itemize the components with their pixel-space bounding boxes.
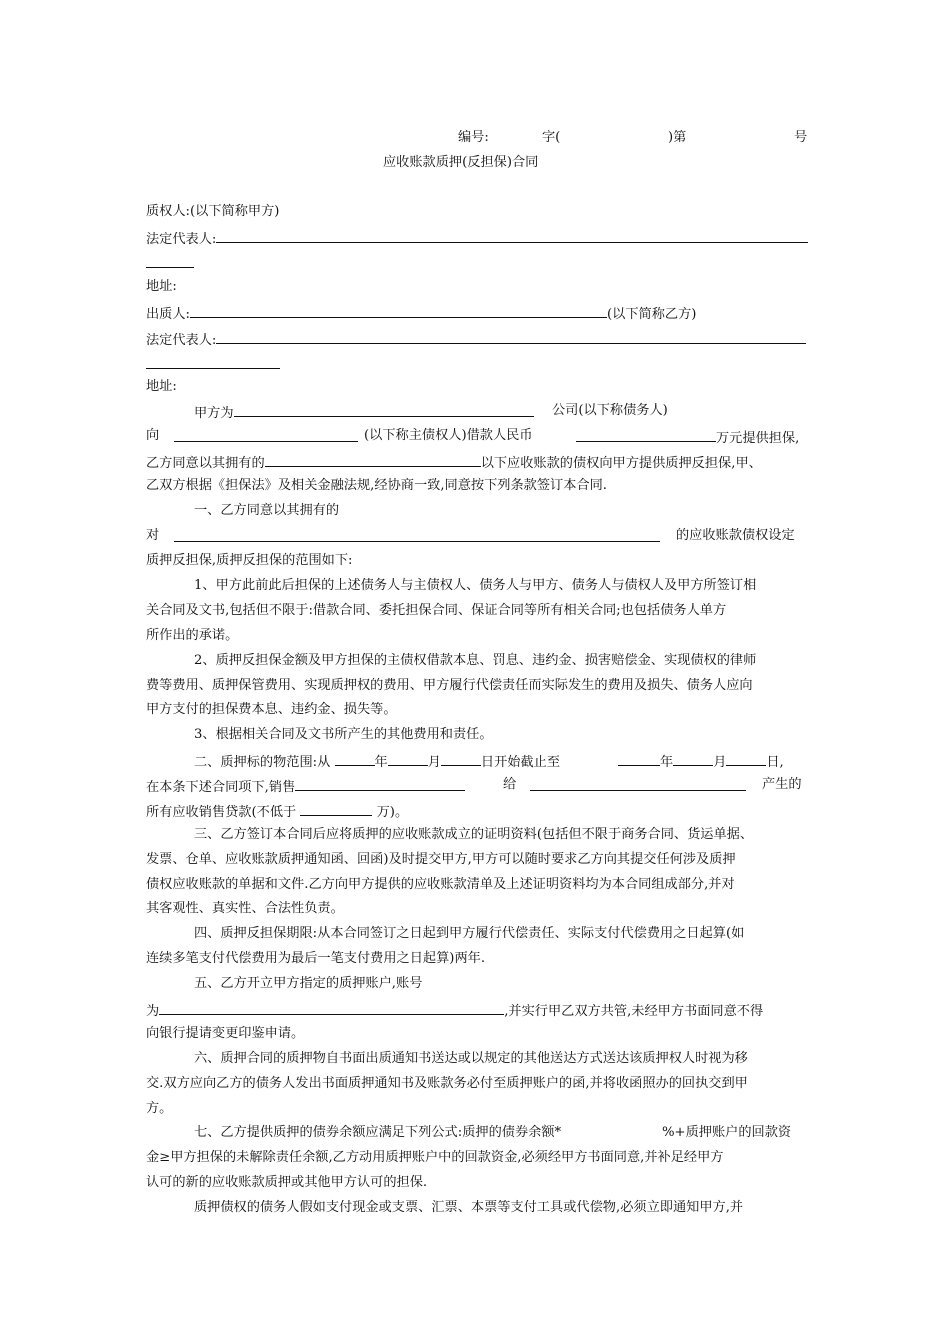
item2-line2: 费等费用、质押保管费用、实现质押权的费用、甲方履行代偿责任而实际发生的费用及损失、债务人应向 xyxy=(146,678,753,693)
sec4-line1: 四、质押反担保期限:从本合同签订之日起到甲方履行代偿责任、实际支付代偿费用之日起算(如 xyxy=(194,926,745,941)
item3: 3、根据相关合同及文书所产生的其他费用和责任。 xyxy=(194,727,493,742)
blank xyxy=(388,752,428,766)
sec3-line4: 其客观性、真实性、合法性负责。 xyxy=(146,901,344,916)
blank xyxy=(265,453,481,467)
blank xyxy=(174,528,660,542)
item1-line2: 关合同及文书,包括但不限于:借款合同、委托担保合同、保证合同等所有相关合同;也包括债务人单方 xyxy=(146,603,727,618)
text: 给 xyxy=(503,777,517,792)
legal-rep-line-1 xyxy=(146,229,808,248)
blank xyxy=(174,428,358,442)
text: 产生的 xyxy=(762,777,802,792)
text: 万)。 xyxy=(376,805,409,820)
text: 对 xyxy=(146,528,160,543)
blank xyxy=(576,428,716,442)
contract-hao-label: 号 xyxy=(794,130,808,145)
para1-line1 xyxy=(194,403,534,422)
text: 为 xyxy=(146,1004,160,1019)
address-line-2: 地址: xyxy=(146,379,177,394)
text: ,并实行甲乙双方共管,未经甲方书面同意不得 xyxy=(504,1004,764,1019)
blank xyxy=(300,802,372,816)
legal-rep-blank xyxy=(216,330,806,344)
sec4-line2: 连续多笔支付代偿费用为最后一笔支付费用之日起算)两年. xyxy=(146,951,486,966)
text: 在本条下述合同项下,销售 xyxy=(146,780,296,795)
legal-rep-blank xyxy=(216,229,808,243)
sec8-line1: 质押债权的债务人假如支付现金或支票、汇票、本票等支付工具或代偿物,必须立即通知甲方,并 xyxy=(194,1200,744,1215)
sec6-line3: 方。 xyxy=(146,1101,173,1116)
sec2-line1-end xyxy=(618,752,784,771)
sec7-line1b: %+质押账户的回款资 xyxy=(662,1125,792,1140)
blank xyxy=(618,752,660,766)
sec6-line1: 六、质押合同的质押物自书面出质通知书送达或以规定的其他送达方式送达该质押权人时视为移 xyxy=(194,1051,748,1066)
text: 以下应收账款的债权向甲方提供质押反担保,甲、 xyxy=(480,456,762,471)
para1-line3 xyxy=(146,453,762,472)
text: 向 xyxy=(146,428,160,443)
blank xyxy=(335,752,375,766)
page-title: 应收账款质押(反担保)合同 xyxy=(383,155,539,170)
blank xyxy=(726,752,766,766)
text: 万元提供担保, xyxy=(716,431,800,446)
text: 所有应收销售贷款(不低于 xyxy=(146,805,297,820)
contract-number-label: 编号: xyxy=(458,130,489,145)
sec3-line2: 发票、仓单、应收账款质押通知函、回函)及时提交甲方,甲方可以随时要求乙方向其提交任何涉及质押 xyxy=(146,852,736,867)
sec1-heading: 一、乙方同意以其拥有的 xyxy=(194,503,340,518)
sec5-line2 xyxy=(146,1001,763,1020)
sec1-line3: 质押反担保,质押反担保的范围如下: xyxy=(146,553,353,568)
sec7-line3: 认可的新的应收账款质押或其他甲方认可的担保. xyxy=(146,1175,428,1190)
pledgee-line: 质权人:(以下简称甲方) xyxy=(146,204,280,219)
legal-rep-line-2 xyxy=(146,330,806,349)
sec2-line2 xyxy=(146,777,465,796)
item1-line3: 所作出的承诺。 xyxy=(146,628,239,643)
text: (以下称主债权人)借款人民币 xyxy=(364,428,533,443)
blank xyxy=(146,254,194,268)
pledgor-note: (以下简称乙方) xyxy=(607,307,697,322)
blank xyxy=(295,777,465,791)
blank xyxy=(673,752,713,766)
para1-line4: 乙双方根据《担保法》及相关金融法规,经协商一致,同意按下列条款签订本合同. xyxy=(146,478,607,493)
contract-word-label: 字( xyxy=(542,130,561,145)
sec3-line1: 三、乙方签订本合同后应将质押的应收账款成立的证明资料(包括但不限于商务合同、货运单据、 xyxy=(194,827,754,842)
sec2-line3 xyxy=(146,802,408,821)
blank xyxy=(146,355,280,369)
text: 月 xyxy=(427,755,441,770)
item2-line3: 甲方支付的担保费本息、违约金、损失等。 xyxy=(146,702,397,717)
legal-rep-label: 法定代表人: xyxy=(146,333,217,348)
debtor-note: 公司(以下称债务人) xyxy=(552,403,668,418)
pledgor-line xyxy=(146,304,696,323)
sec6-line2: 交.双方应向乙方的债务人发出书面质押通知书及账款务必付至质押账户的函,并将收函照办的回执交到甲 xyxy=(146,1076,748,1091)
account-blank xyxy=(159,1001,504,1015)
blank xyxy=(441,752,481,766)
text: 年 xyxy=(660,755,674,770)
amount-wrap xyxy=(576,428,799,447)
text: 的应收账款债权设定 xyxy=(676,528,795,543)
text: 日开始截止至 xyxy=(480,755,561,770)
blank xyxy=(234,403,534,417)
blank xyxy=(530,777,746,791)
item1-line1: 1、甲方此前此后担保的上述债务人与主债权人、债务人与甲方、债务人与债权人及甲方所签订相 xyxy=(194,578,757,593)
item2-line1: 2、质押反担保金额及甲方担保的主债权借款本息、罚息、违约金、损害赔偿金、实现债权的律师 xyxy=(194,653,757,668)
legal-rep-label: 法定代表人: xyxy=(146,232,217,247)
creditor-blank-wrap xyxy=(174,428,358,447)
pledgor-label: 出质人: xyxy=(146,307,191,322)
text: 日, xyxy=(766,755,784,770)
sec2-line1 xyxy=(194,752,560,771)
contract-seq-label: )第 xyxy=(668,130,687,145)
sec3-line3: 债权应收账款的单据和文件.乙方向甲方提供的应收账款清单及上述证明资料均为本合同组成部分,并对 xyxy=(146,877,735,892)
sec5-line3: 向银行提请变更印鉴申请。 xyxy=(146,1026,305,1041)
legal-rep-line-2-cont xyxy=(146,355,280,374)
pledgor-blank xyxy=(190,304,607,318)
sec7-line2: 金≥甲方担保的未解除责任余额,乙方动用质押账户中的回款资金,必须经甲方书面同意,并补足经甲方 xyxy=(146,1150,724,1165)
text: 甲方为 xyxy=(194,406,234,421)
text: 年 xyxy=(374,755,388,770)
sec5-line1: 五、乙方开立甲方指定的质押账户,账号 xyxy=(194,976,423,991)
text: 乙方同意以其拥有的 xyxy=(146,456,265,471)
text: 月 xyxy=(713,755,727,770)
address-line-1: 地址: xyxy=(146,279,177,294)
blank-wrap xyxy=(530,777,746,796)
legal-rep-line-1-cont xyxy=(146,254,194,273)
sec7-line1a: 七、乙方提供质押的债券余额应满足下列公式:质押的债券余额* xyxy=(194,1125,562,1140)
text: 二、质押标的物范围:从 xyxy=(194,755,331,770)
blank-wrap xyxy=(174,528,660,547)
